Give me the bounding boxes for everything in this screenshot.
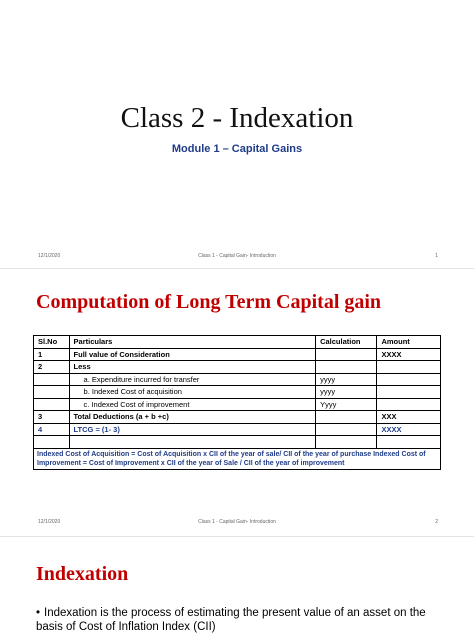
cell-calculation: Yyyy bbox=[316, 398, 377, 411]
cell-amount: XXXX bbox=[377, 348, 441, 361]
footer-title: Class 1 - Capital Gain- Introduction bbox=[198, 519, 276, 525]
cell-calculation: yyyy bbox=[316, 386, 377, 399]
cell-slno: 2 bbox=[34, 361, 70, 374]
footer-title: Class 1 - Capital Gain- Introduction bbox=[198, 253, 276, 259]
footer-page-number: 2 bbox=[435, 519, 438, 525]
ltcg-table bbox=[33, 335, 441, 470]
table-row bbox=[34, 373, 441, 386]
footer-date: 12/1/2020 bbox=[38, 519, 61, 525]
cell-calculation bbox=[316, 411, 377, 424]
cell-calculation: yyyy bbox=[316, 373, 377, 386]
table-row bbox=[34, 436, 441, 449]
cell-amount bbox=[377, 373, 441, 386]
cell-slno bbox=[34, 436, 70, 449]
header-particulars: Particulars bbox=[69, 336, 316, 349]
cell-particulars: c. Indexed Cost of improvement bbox=[69, 398, 316, 411]
cell-amount bbox=[377, 436, 441, 449]
slide-2 bbox=[0, 269, 474, 536]
table-note-row bbox=[34, 448, 441, 469]
slide-3 bbox=[0, 537, 474, 632]
cell-slno bbox=[34, 373, 70, 386]
cell-particulars: a. Expenditure incurred for transfer bbox=[69, 373, 316, 386]
cell-particulars: b. Indexed Cost of acquisition bbox=[69, 386, 316, 399]
cell-calculation bbox=[316, 348, 377, 361]
slide-2-footer bbox=[0, 519, 474, 529]
table-row bbox=[34, 348, 441, 361]
cell-calculation bbox=[316, 423, 377, 436]
footer-date: 12/1/2020 bbox=[38, 253, 61, 259]
table-row bbox=[34, 398, 441, 411]
cell-amount bbox=[377, 361, 441, 374]
table-row bbox=[34, 423, 441, 436]
bullet-item bbox=[36, 606, 446, 634]
cell-calculation bbox=[316, 361, 377, 374]
cell-particulars: LTCG = (1- 3) bbox=[69, 423, 316, 436]
slide-3-title: Indexation bbox=[36, 563, 129, 585]
table-row bbox=[34, 386, 441, 399]
cell-slno: 1 bbox=[34, 348, 70, 361]
slide-1-title: Class 2 - Indexation bbox=[120, 102, 354, 134]
cell-slno: 3 bbox=[34, 411, 70, 424]
cell-calculation bbox=[316, 436, 377, 449]
indexed-cost-formula-note: Indexed Cost of Acquisition = Cost of Acquisition x CII of the year of sale/ CII of the year of purchase Indexed Cost of Improvement = Cost of Improvement x CII of the year of Sale / CII of the year of improvement bbox=[34, 448, 441, 469]
header-amount: Amount bbox=[377, 336, 441, 349]
cell-slno bbox=[34, 398, 70, 411]
cell-amount bbox=[377, 398, 441, 411]
cell-amount: XXXX bbox=[377, 423, 441, 436]
cell-particulars bbox=[69, 436, 316, 449]
slide-2-title: Computation of Long Term Capital gain bbox=[36, 291, 382, 313]
slide-1 bbox=[0, 0, 474, 268]
bullet-dot-icon: • bbox=[36, 607, 41, 619]
cell-particulars: Less bbox=[69, 361, 316, 374]
table-header-row bbox=[34, 336, 441, 349]
slide-1-footer bbox=[0, 253, 474, 263]
header-calculation: Calculation bbox=[316, 336, 377, 349]
table-row bbox=[34, 361, 441, 374]
bullet-text: Indexation is the process of estimating the present value of an asset on the basis of Cost of Inflation Index (CII) bbox=[36, 607, 426, 633]
cell-particulars: Total Deductions (a + b +c) bbox=[69, 411, 316, 424]
table-row bbox=[34, 411, 441, 424]
cell-particulars: Full value of Consideration bbox=[69, 348, 316, 361]
header-slno: Sl.No bbox=[34, 336, 70, 349]
cell-slno: 4 bbox=[34, 423, 70, 436]
cell-amount bbox=[377, 386, 441, 399]
footer-page-number: 1 bbox=[435, 253, 438, 259]
cell-amount: XXX bbox=[377, 411, 441, 424]
cell-slno bbox=[34, 386, 70, 399]
slide-1-subtitle: Module 1 – Capital Gains bbox=[171, 143, 303, 155]
